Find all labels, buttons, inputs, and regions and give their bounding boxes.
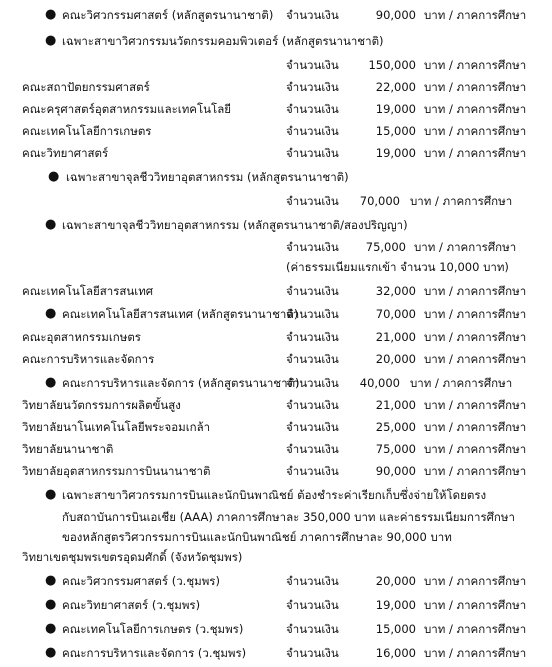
fee-amount: 20,000 bbox=[375, 574, 416, 588]
amount-label: จำนวนเงิน bbox=[286, 8, 339, 22]
fee-unit: บาท / ภาคการศึกษา bbox=[410, 194, 513, 208]
aviation-note-line-2 bbox=[0, 506, 552, 528]
fee-unit: บาท / ภาคการศึกษา bbox=[424, 464, 527, 478]
fee-amount: 75,000 bbox=[365, 240, 406, 254]
program-label: วิทยาลัยอุตสาหกรรมการบินนานาชาติ bbox=[22, 464, 211, 478]
fee-row bbox=[0, 460, 552, 482]
fee-amount: 32,000 bbox=[375, 284, 416, 298]
amount-label: จำนวนเงิน bbox=[286, 146, 339, 160]
fee-unit: บาท / ภาคการศึกษา bbox=[424, 102, 527, 116]
program-heading-row bbox=[0, 214, 552, 236]
fee-row bbox=[0, 142, 552, 164]
fee-amount: 25,000 bbox=[375, 420, 416, 434]
fee-row bbox=[0, 618, 552, 640]
fee-amount: 40,000 bbox=[359, 376, 400, 390]
bullet-icon: ● bbox=[45, 573, 57, 588]
fee-row bbox=[0, 372, 552, 394]
fee-row bbox=[0, 438, 552, 460]
fee-row bbox=[0, 190, 552, 212]
bullet-icon: ● bbox=[45, 597, 57, 612]
bullet-icon: ● bbox=[45, 33, 57, 48]
fee-amount: 90,000 bbox=[375, 464, 416, 478]
fee-unit: บาท / ภาคการศึกษา bbox=[424, 307, 527, 321]
program-label: คณะวิศวกรรมศาสตร์ (หลักสูตรนานาชาติ) bbox=[62, 8, 274, 22]
amount-label: จำนวนเงิน bbox=[286, 102, 339, 116]
fee-row bbox=[0, 54, 552, 76]
program-label: คณะสถาปัตยกรรมศาสตร์ bbox=[22, 80, 150, 94]
fee-unit: บาท / ภาคการศึกษา bbox=[424, 622, 527, 636]
amount-label: จำนวนเงิน bbox=[286, 194, 339, 208]
fee-amount: 22,000 bbox=[375, 80, 416, 94]
campus-heading bbox=[0, 546, 552, 568]
bullet-icon: ● bbox=[45, 7, 57, 22]
bullet-icon: ● bbox=[45, 375, 57, 390]
fee-row bbox=[0, 570, 552, 592]
amount-label: จำนวนเงิน bbox=[286, 574, 339, 588]
fee-unit: บาท / ภาคการศึกษา bbox=[414, 240, 517, 254]
fee-amount: 19,000 bbox=[375, 146, 416, 160]
amount-label: จำนวนเงิน bbox=[286, 646, 339, 660]
amount-label: จำนวนเงิน bbox=[286, 622, 339, 636]
fee-row bbox=[0, 120, 552, 142]
fee-amount: 15,000 bbox=[375, 124, 416, 138]
fee-row bbox=[0, 594, 552, 616]
program-label: คณะการบริหารและจัดการ (หลักสูตรนานาชาติ) bbox=[62, 376, 300, 390]
note-text: ของหลักสูตรวิศวกรรมการบินและนักบินพาณิชย์ ภาคการศึกษาละ 90,000 บาท bbox=[62, 530, 452, 544]
fee-row bbox=[0, 303, 552, 325]
program-heading-row bbox=[0, 30, 552, 52]
amount-label: จำนวนเงิน bbox=[286, 376, 339, 390]
fee-unit: บาท / ภาคการศึกษา bbox=[424, 352, 527, 366]
amount-label: จำนวนเงิน bbox=[286, 398, 339, 412]
program-label: คณะการบริหารและจัดการ (ว.ชุมพร) bbox=[62, 646, 247, 660]
program-heading-row bbox=[0, 166, 552, 188]
fee-amount: 20,000 bbox=[375, 352, 416, 366]
fee-unit: บาท / ภาคการศึกษา bbox=[424, 146, 527, 160]
fee-unit: บาท / ภาคการศึกษา bbox=[424, 598, 527, 612]
fee-amount: 70,000 bbox=[375, 307, 416, 321]
program-label: คณะวิทยาศาสตร์ bbox=[22, 146, 109, 160]
program-label: เฉพาะสาขาจุลชีววิทยาอุตสาหกรรม (หลักสูตรนานาชาติ) bbox=[66, 170, 349, 184]
note-text: (ค่าธรรมเนียมแรกเข้า จำนวน 10,000 บาท) bbox=[286, 260, 509, 274]
note-text: เฉพาะสาขาวิศวกรรมการบินและนักบินพาณิชย์ ต้องชำระค่าเรียกเก็บซึ่งจ่ายให้โดยตรง bbox=[62, 488, 487, 502]
fee-amount: 19,000 bbox=[375, 102, 416, 116]
bullet-icon: ● bbox=[48, 169, 60, 184]
aviation-note-line-3 bbox=[0, 526, 552, 548]
fee-row bbox=[0, 416, 552, 438]
fee-row bbox=[0, 394, 552, 416]
fee-unit: บาท / ภาคการศึกษา bbox=[410, 376, 513, 390]
fee-amount: 70,000 bbox=[359, 194, 400, 208]
program-label: วิทยาลัยนวัตกรรมการผลิตขั้นสูง bbox=[22, 398, 181, 412]
fee-amount: 16,000 bbox=[375, 646, 416, 660]
program-label: คณะเทคโนโลยีการเกษตร (ว.ชุมพร) bbox=[62, 622, 244, 636]
amount-label: จำนวนเงิน bbox=[286, 442, 339, 456]
program-label: เฉพาะสาขาวิศวกรรมนวัตกรรมคอมพิวเตอร์ (หลักสูตรนานาชาติ) bbox=[62, 34, 384, 48]
program-label: คณะเทคโนโลยีการเกษตร bbox=[22, 124, 152, 138]
program-label: คณะวิศวกรรมศาสตร์ (ว.ชุมพร) bbox=[62, 574, 220, 588]
program-label: คณะวิทยาศาสตร์ (ว.ชุมพร) bbox=[62, 598, 201, 612]
fee-row bbox=[0, 98, 552, 120]
program-label: คณะเทคโนโลยีสารสนเทศ bbox=[22, 284, 154, 298]
bullet-icon: ● bbox=[45, 487, 57, 502]
fee-amount: 150,000 bbox=[368, 58, 416, 72]
amount-label: จำนวนเงิน bbox=[286, 58, 339, 72]
entrance-fee-note bbox=[0, 256, 552, 278]
amount-label: จำนวนเงิน bbox=[286, 307, 339, 321]
program-label: เฉพาะสาขาจุลชีววิทยาอุตสาหกรรม (หลักสูตรนานาชาติ/สองปริญญา) bbox=[62, 218, 408, 232]
bullet-icon: ● bbox=[45, 306, 57, 321]
fee-amount: 21,000 bbox=[375, 330, 416, 344]
fee-unit: บาท / ภาคการศึกษา bbox=[424, 442, 527, 456]
fee-unit: บาท / ภาคการศึกษา bbox=[424, 646, 527, 660]
fee-amount: 19,000 bbox=[375, 598, 416, 612]
amount-label: จำนวนเงิน bbox=[286, 420, 339, 434]
campus-title: วิทยาเขตชุมพรเขตรอุดมศักดิ์ (จังหวัดชุมพร) bbox=[22, 550, 243, 564]
fee-amount: 21,000 bbox=[375, 398, 416, 412]
fee-amount: 90,000 bbox=[375, 8, 416, 22]
aviation-note-line-1 bbox=[0, 484, 552, 506]
amount-label: จำนวนเงิน bbox=[286, 352, 339, 366]
fee-unit: บาท / ภาคการศึกษา bbox=[424, 80, 527, 94]
program-label: วิทยาลัยนาโนเทคโนโลยีพระจอมเกล้า bbox=[22, 420, 211, 434]
bullet-icon: ● bbox=[45, 621, 57, 636]
fee-unit: บาท / ภาคการศึกษา bbox=[424, 58, 527, 72]
fee-row bbox=[0, 348, 552, 370]
fee-row bbox=[0, 280, 552, 302]
fee-unit: บาท / ภาคการศึกษา bbox=[424, 398, 527, 412]
fee-row bbox=[0, 4, 552, 26]
fee-row bbox=[0, 236, 552, 258]
bullet-icon: ● bbox=[45, 645, 57, 660]
fee-unit: บาท / ภาคการศึกษา bbox=[424, 574, 527, 588]
fee-unit: บาท / ภาคการศึกษา bbox=[424, 284, 527, 298]
note-text: กับสถาบันการบินเอเชีย (AAA) ภาคการศึกษาละ 350,000 บาท และค่าธรรมเนียมการศึกษา bbox=[62, 510, 515, 524]
fee-amount: 75,000 bbox=[375, 442, 416, 456]
fee-unit: บาท / ภาคการศึกษา bbox=[424, 124, 527, 138]
amount-label: จำนวนเงิน bbox=[286, 464, 339, 478]
fee-unit: บาท / ภาคการศึกษา bbox=[424, 8, 527, 22]
fee-unit: บาท / ภาคการศึกษา bbox=[424, 420, 527, 434]
bullet-icon: ● bbox=[45, 217, 57, 232]
amount-label: จำนวนเงิน bbox=[286, 240, 339, 254]
fee-amount: 15,000 bbox=[375, 622, 416, 636]
fee-row bbox=[0, 326, 552, 348]
program-label: คณะการบริหารและจัดการ bbox=[22, 352, 155, 366]
program-label: วิทยาลัยนานาชาติ bbox=[22, 442, 114, 456]
program-label: คณะเทคโนโลยีสารสนเทศ (หลักสูตรนานาชาติ) bbox=[62, 307, 299, 321]
fee-row bbox=[0, 76, 552, 98]
amount-label: จำนวนเงิน bbox=[286, 124, 339, 138]
amount-label: จำนวนเงิน bbox=[286, 330, 339, 344]
program-label: คณะอุตสาหกรรมเกษตร bbox=[22, 330, 141, 344]
fee-unit: บาท / ภาคการศึกษา bbox=[424, 330, 527, 344]
fee-row bbox=[0, 642, 552, 664]
amount-label: จำนวนเงิน bbox=[286, 80, 339, 94]
amount-label: จำนวนเงิน bbox=[286, 284, 339, 298]
program-label: คณะครุศาสตร์อุตสาหกรรมและเทคโนโลยี bbox=[22, 102, 231, 116]
amount-label: จำนวนเงิน bbox=[286, 598, 339, 612]
